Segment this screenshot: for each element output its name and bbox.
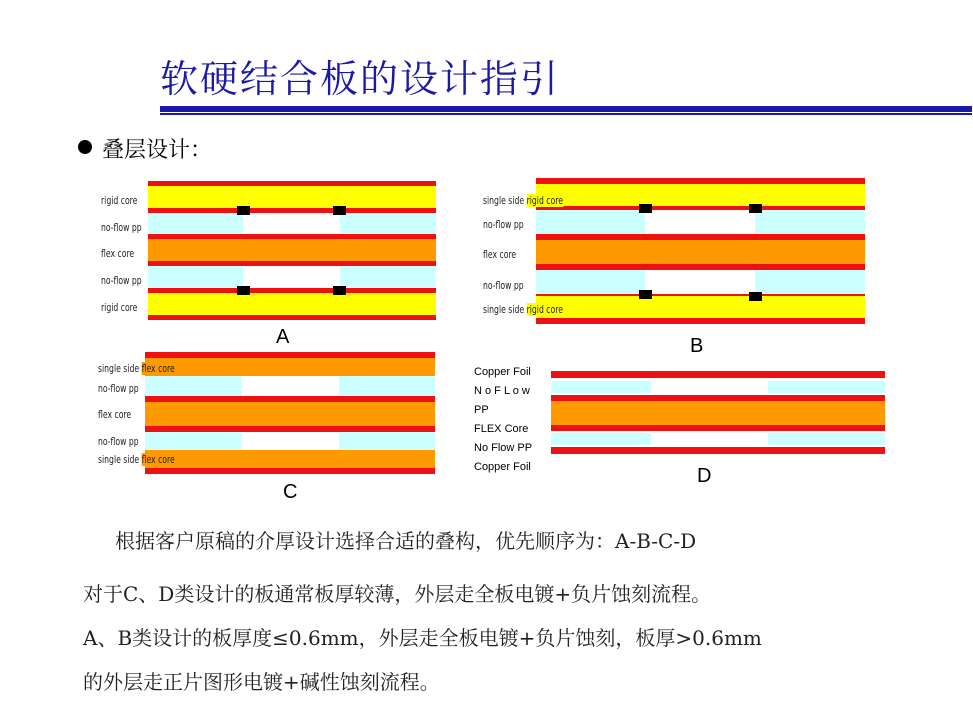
rigid-core-layer	[148, 293, 436, 315]
no-flow-pp-layer	[340, 213, 436, 234]
bullet-icon	[78, 140, 92, 154]
body-paragraph: A、B类设计的板厚度≤0.6mm，外层走全板电镀+负片蚀刻，板厚>0.6mm	[83, 626, 762, 650]
title-underline	[160, 106, 972, 112]
pad-marker	[237, 286, 250, 295]
body-paragraph: 对于C、D类设计的板通常板厚较薄，外层走全板电镀+负片蚀刻流程。	[83, 582, 712, 606]
label-prefix: single side	[98, 453, 142, 466]
label-prefix: single side	[483, 194, 527, 207]
layer-label: PP	[474, 404, 489, 416]
no-flow-pp-layer	[551, 433, 651, 445]
layer-label: no-flow pp	[101, 221, 142, 234]
flex-core-layer	[536, 240, 865, 264]
layer-label	[98, 362, 175, 375]
label-prefix: single side	[483, 303, 527, 316]
no-flow-pp-layer	[148, 266, 243, 288]
layer-label	[98, 453, 175, 466]
diagram-caption: C	[283, 481, 298, 503]
label-prefix: single side	[98, 362, 142, 375]
page-title: 软硬结合板的设计指引	[160, 57, 561, 101]
layer-label: Copper Foil	[474, 366, 531, 378]
title-underline-thin	[160, 113, 972, 115]
copper-layer	[148, 315, 436, 320]
label-highlight: flex core	[141, 453, 175, 466]
layer-label: no-flow pp	[483, 279, 524, 292]
copper-layer	[551, 447, 885, 454]
layer-label: No Flow PP	[474, 442, 533, 454]
diagram-caption: D	[697, 465, 712, 487]
diagram-caption: B	[690, 335, 704, 357]
pad-marker	[333, 286, 346, 295]
layer-label: flex core	[98, 408, 132, 421]
flex-core-layer	[145, 358, 435, 376]
layer-label: flex core	[101, 247, 135, 260]
rigid-core-layer	[148, 186, 436, 208]
layer-label: rigid core	[101, 301, 138, 314]
pad-marker	[237, 206, 250, 215]
section-heading: 叠层设计：	[102, 138, 213, 163]
no-flow-pp-layer	[536, 210, 645, 234]
pad-marker	[639, 290, 652, 299]
no-flow-pp-layer	[339, 432, 435, 450]
label-highlight: flex core	[141, 362, 175, 375]
no-flow-pp-layer	[768, 433, 885, 445]
flex-core-layer	[145, 450, 435, 468]
no-flow-pp-layer	[551, 381, 651, 393]
no-flow-pp-layer	[536, 270, 645, 294]
layer-label	[483, 303, 563, 316]
copper-layer	[551, 371, 885, 378]
no-flow-pp-layer	[768, 381, 885, 393]
pad-marker	[749, 292, 762, 301]
pad-marker	[639, 204, 652, 213]
layer-label: no-flow pp	[101, 274, 142, 287]
no-flow-pp-layer	[755, 210, 865, 234]
body-paragraph: 的外层走正片图形电镀+碱性蚀刻流程。	[83, 670, 440, 694]
layer-label: no-flow pp	[483, 218, 524, 231]
no-flow-pp-layer	[145, 376, 242, 396]
layer-label: rigid core	[101, 194, 138, 207]
layer-label: FLEX Core	[474, 423, 529, 435]
pad-marker	[749, 204, 762, 213]
rigid-core-layer	[536, 296, 865, 318]
layer-label: flex core	[483, 248, 517, 261]
layer-label: no-flow pp	[98, 382, 139, 395]
no-flow-pp-layer	[145, 432, 242, 450]
copper-layer	[536, 318, 865, 324]
copper-layer	[145, 468, 435, 474]
layer-label: N o F L o w	[474, 385, 530, 397]
flex-core-layer	[145, 402, 435, 426]
no-flow-pp-layer	[340, 266, 436, 288]
layer-label	[483, 194, 563, 207]
pad-marker	[333, 206, 346, 215]
diagram-caption: A	[276, 326, 290, 348]
flex-core-layer	[148, 239, 436, 261]
layer-label: no-flow pp	[98, 435, 139, 448]
flex-core-layer	[551, 401, 885, 425]
no-flow-pp-layer	[755, 270, 865, 294]
layer-label: Copper Foil	[474, 461, 531, 473]
label-highlight: rigid core	[526, 194, 563, 207]
priority-paragraph: 根据客户原稿的介厚设计选择合适的叠构，优先顺序为：A-B-C-D	[115, 529, 697, 553]
label-highlight: rigid core	[526, 303, 563, 316]
copper-layer	[551, 425, 885, 431]
no-flow-pp-layer	[148, 213, 243, 234]
rigid-core-layer	[536, 184, 865, 206]
no-flow-pp-layer	[339, 376, 435, 396]
